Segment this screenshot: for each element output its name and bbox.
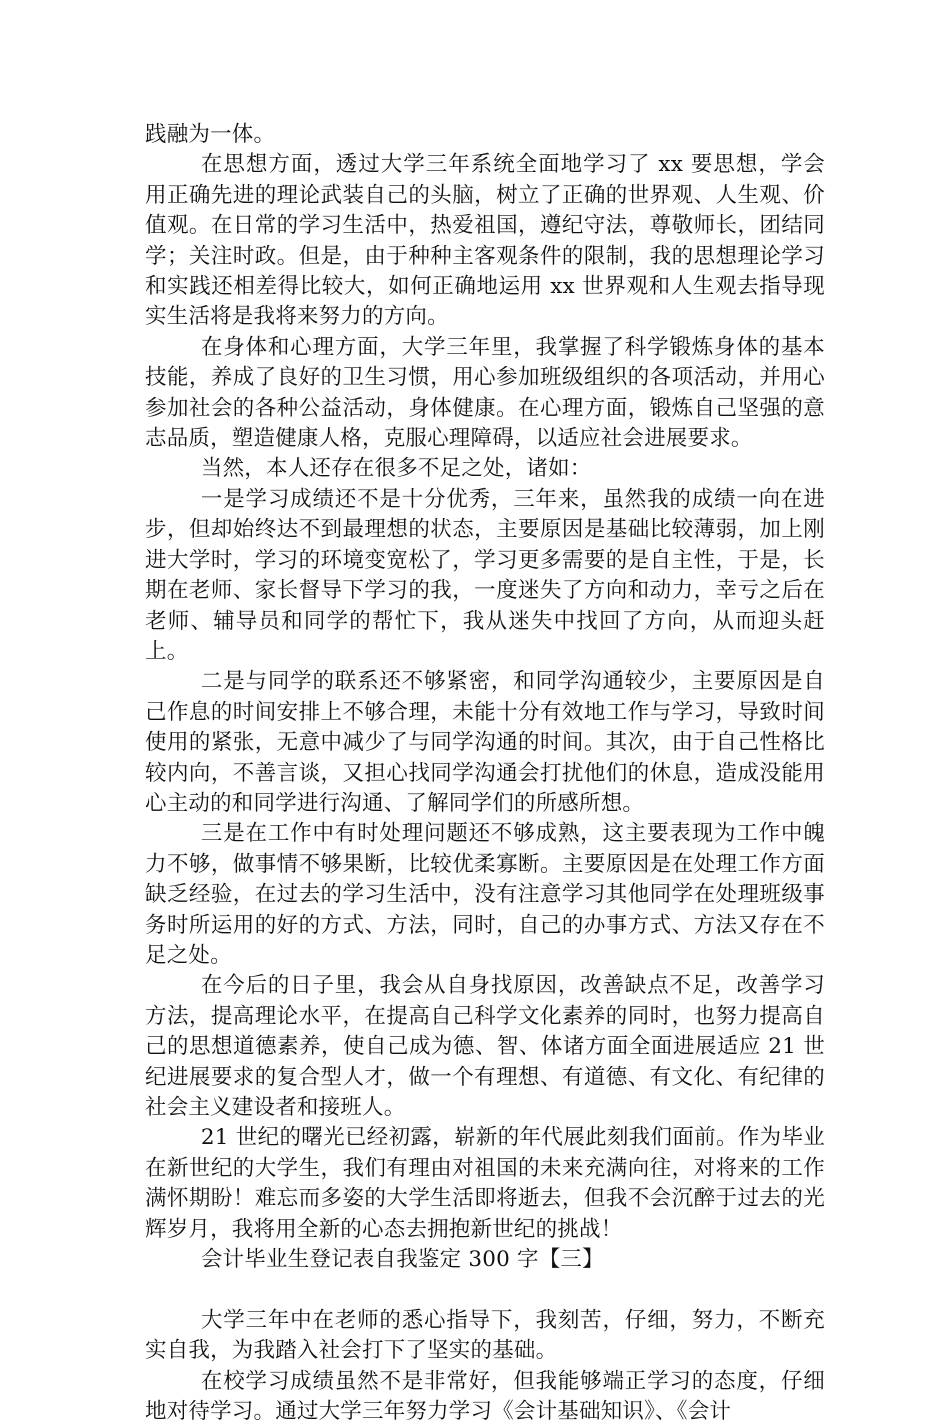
- paragraph-shortcoming-3: 三是在工作中有时处理问题还不够成熟，这主要表现为工作中魄力不够，做事情不够果断，比较优柔寡断。主要原因是在处理工作方面缺乏经验，在过去的学习生活中，没有注意学习其他同学在处理班级事务时所运用的好的方式、方法，同时，自己的办事方式、方法又存在不足之处。: [145, 821, 825, 968]
- document-body: [145, 120, 825, 1427]
- paragraph-shortcoming-2: 二是与同学的联系还不够紧密，和同学沟通较少，主要原因是自己作息的时间安排上不够合理，未能十分有效地工作与学习，导致时间使用的紧张，无意中减少了与同学沟通的时间。其次，由于自己性格比较内向，不善言谈，又担心找同学沟通会打扰他们的休息，造成没能用心主动的和同学进行沟通、了解同学们的所感所想。: [145, 669, 825, 816]
- paragraph-section3-intro: 大学三年中在老师的悉心指导下，我刻苦，仔细，努力，不断充实自我，为我踏入社会打下了坚实的基础。: [145, 1307, 825, 1364]
- blank-line: [145, 1275, 825, 1305]
- section-heading: 会计毕业生登记表自我鉴定 300 字【三】: [200, 1247, 604, 1273]
- paragraph-thought: 在思想方面，透过大学三年系统全面地学习了 xx 要思想，学会用正确先进的理论武装自己的头脑，树立了正确的世界观、人生观、价值观。在日常的学习生活中，热爱祖国，遵纪守法，尊敬师长，团结同学；关注时政。但是，由于种种主客观条件的限制，我的思想理论学习和实践还相差得比较大，如何正确地运用 xx 世界观和人生观去指导现实生活将是我将来努力的方向。: [145, 152, 825, 330]
- paragraph-section3-study: 在校学习成绩虽然不是非常好，但我能够端正学习的态度，仔细地对待学习。通过大学三年努力学习《会计基础知识》、《会计: [145, 1368, 825, 1425]
- paragraph-shortcomings-intro: 当然，本人还存在很多不足之处，诸如：: [200, 456, 592, 482]
- paragraph: 践融为一体。: [145, 122, 276, 147]
- paragraph-future: 在今后的日子里，我会从自身找原因，改善缺点不足，改善学习方法，提高理论水平，在提高自己科学文化素养的同时，也努力提高自己的思想道德素养，使自己成为德、智、体诸方面全面进展适应 21 世纪进展要求的复合型人才，做一个有理想、有道德、有文化、有纪律的社会主义建设者和接班人。: [145, 973, 825, 1120]
- paragraph-conclusion: 21 世纪的曙光已经初露，崭新的年代展此刻我们面前。作为毕业在新世纪的大学生，我们有理由对祖国的未来充满向往，对将来的工作满怀期盼！难忘而多姿的大学生活即将逝去，但我不会沉醉于过去的光辉岁月，我将用全新的心态去拥抱新世纪的挑战！: [145, 1125, 825, 1242]
- paragraph-shortcoming-1: 一是学习成绩还不是十分优秀，三年来，虽然我的成绩一向在进步，但却始终达不到最理想的状态，主要原因是基础比较薄弱，加上刚进大学时，学习的环境变宽松了，学习更多需要的是自主性，于是，长期在老师、家长督导下学习的我，一度迷失了方向和动力，幸亏之后在老师、辅导员和同学的帮忙下，我从迷失中找回了方向，从而迎头赶上。: [145, 486, 825, 664]
- paragraph-body-mind: 在身体和心理方面，大学三年里，我掌握了科学锻炼身体的基本技能，养成了良好的卫生习惯，用心参加班级组织的各项活动，并用心参加社会的各种公益活动，身体健康。在心理方面，锻炼自己坚强的意志品质，塑造健康人格，克服心理障碍，以适应社会进展要求。: [145, 334, 825, 452]
